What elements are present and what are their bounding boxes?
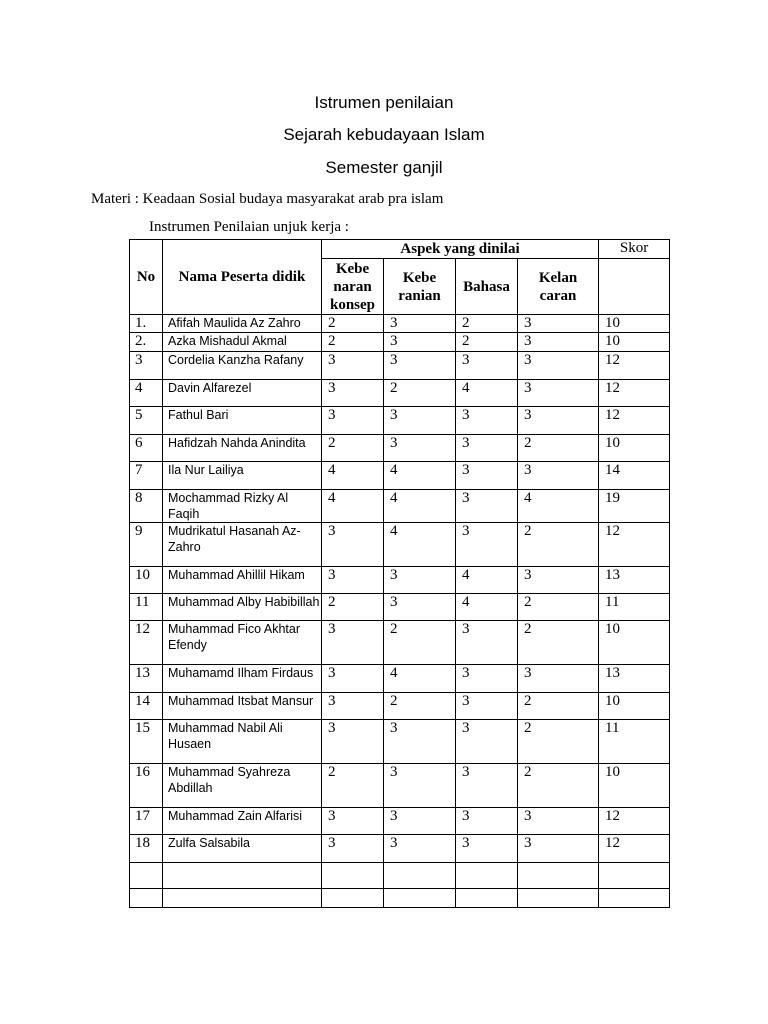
score-bahasa: 3 bbox=[456, 435, 518, 462]
table-row bbox=[130, 665, 670, 693]
score-kebenaran-konsep bbox=[322, 863, 384, 889]
student-name: Cordelia Kanzha Rafany bbox=[163, 352, 322, 380]
row-number bbox=[130, 889, 163, 908]
score-keberanian: 3 bbox=[384, 764, 456, 808]
column-header-aspect bbox=[456, 259, 518, 315]
score-kelancaran: 3 bbox=[518, 407, 599, 435]
score-bahasa: 3 bbox=[456, 523, 518, 567]
score-kelancaran: 3 bbox=[518, 352, 599, 380]
student-name: Muhammad Zain Alfarisi bbox=[163, 808, 322, 835]
score-kebenaran-konsep: 3 bbox=[322, 407, 384, 435]
table-row bbox=[130, 863, 670, 889]
student-name: Afifah Maulida Az Zahro bbox=[163, 315, 322, 333]
score-bahasa: 2 bbox=[456, 315, 518, 333]
score-bahasa: 4 bbox=[456, 380, 518, 407]
score-keberanian: 3 bbox=[384, 407, 456, 435]
score-bahasa: 3 bbox=[456, 665, 518, 693]
score-kelancaran: 3 bbox=[518, 808, 599, 835]
score-keberanian: 4 bbox=[384, 462, 456, 490]
row-number: 14 bbox=[130, 693, 163, 720]
table-row bbox=[130, 808, 670, 835]
score-kelancaran: 3 bbox=[518, 835, 599, 863]
table-row bbox=[130, 764, 670, 808]
score-kebenaran-konsep bbox=[322, 889, 384, 908]
table-row bbox=[130, 594, 670, 621]
table-row bbox=[130, 333, 670, 352]
student-name: Mochammad Rizky Al Faqih bbox=[163, 490, 322, 523]
table-row bbox=[130, 567, 670, 594]
score-kelancaran: 2 bbox=[518, 720, 599, 764]
score-keberanian: 4 bbox=[384, 523, 456, 567]
row-number: 15 bbox=[130, 720, 163, 764]
score-kebenaran-konsep: 3 bbox=[322, 621, 384, 665]
document-title: Istrumen penilaian bbox=[314, 93, 454, 112]
table-row bbox=[130, 889, 670, 908]
score-total: 12 bbox=[599, 380, 670, 407]
header-line: Kebe bbox=[335, 260, 370, 277]
score-bahasa: 3 bbox=[456, 490, 518, 523]
score-total: 10 bbox=[599, 315, 670, 333]
score-kelancaran: 3 bbox=[518, 567, 599, 594]
score-keberanian: 3 bbox=[384, 435, 456, 462]
score-bahasa: 3 bbox=[456, 352, 518, 380]
student-name: Ila Nur Lailiya bbox=[163, 462, 322, 490]
row-number: 3 bbox=[130, 352, 163, 380]
score-kebenaran-konsep: 4 bbox=[322, 490, 384, 523]
materi-line: Materi : Keadaan Sosial budaya masyarakat arab pra islam bbox=[91, 191, 444, 207]
table-row bbox=[130, 315, 670, 333]
student-name: Muhammad Alby Habibillah bbox=[163, 594, 322, 621]
score-total: 12 bbox=[599, 835, 670, 863]
score-kelancaran: 3 bbox=[518, 315, 599, 333]
score-bahasa bbox=[456, 889, 518, 908]
score-total bbox=[599, 863, 670, 889]
score-keberanian: 3 bbox=[384, 333, 456, 352]
score-bahasa: 3 bbox=[456, 835, 518, 863]
table-row bbox=[130, 380, 670, 407]
document-subject: Sejarah kebudayaan Islam bbox=[283, 125, 485, 144]
score-kelancaran: 3 bbox=[518, 380, 599, 407]
student-name: Muhammad Ahillil Hikam bbox=[163, 567, 322, 594]
table-row bbox=[130, 490, 670, 523]
table-row bbox=[130, 435, 670, 462]
header-line: ranian bbox=[398, 287, 441, 304]
score-bahasa: 2 bbox=[456, 333, 518, 352]
score-kebenaran-konsep: 3 bbox=[322, 720, 384, 764]
score-total: 14 bbox=[599, 462, 670, 490]
student-name: Fathul Bari bbox=[163, 407, 322, 435]
row-number: 18 bbox=[130, 835, 163, 863]
score-keberanian bbox=[384, 863, 456, 889]
student-name: Muhammad Itsbat Mansur bbox=[163, 693, 322, 720]
header-line: naran bbox=[333, 278, 372, 295]
score-keberanian bbox=[384, 889, 456, 908]
score-keberanian: 3 bbox=[384, 352, 456, 380]
score-total: 10 bbox=[599, 693, 670, 720]
column-header-aspect bbox=[384, 259, 456, 315]
row-number: 12 bbox=[130, 621, 163, 665]
score-keberanian: 2 bbox=[384, 621, 456, 665]
table-row bbox=[130, 693, 670, 720]
score-kelancaran bbox=[518, 863, 599, 889]
score-total: 10 bbox=[599, 333, 670, 352]
score-total: 10 bbox=[599, 621, 670, 665]
table-body bbox=[130, 315, 670, 908]
score-bahasa: 3 bbox=[456, 808, 518, 835]
score-total: 11 bbox=[599, 720, 670, 764]
score-kelancaran: 2 bbox=[518, 594, 599, 621]
row-number: 5 bbox=[130, 407, 163, 435]
student-name: Davin Alfarezel bbox=[163, 380, 322, 407]
score-keberanian: 3 bbox=[384, 835, 456, 863]
score-total: 12 bbox=[599, 352, 670, 380]
column-header-skor: Skor bbox=[599, 240, 670, 259]
student-name bbox=[163, 863, 322, 889]
student-name: Muhammad Nabil Ali Husaen bbox=[163, 720, 322, 764]
score-kebenaran-konsep: 4 bbox=[322, 462, 384, 490]
score-kelancaran: 2 bbox=[518, 621, 599, 665]
score-keberanian: 3 bbox=[384, 567, 456, 594]
table-row bbox=[130, 621, 670, 665]
score-kebenaran-konsep: 3 bbox=[322, 808, 384, 835]
table-row bbox=[130, 352, 670, 380]
score-bahasa: 3 bbox=[456, 462, 518, 490]
score-bahasa bbox=[456, 863, 518, 889]
row-number bbox=[130, 863, 163, 889]
row-number: 17 bbox=[130, 808, 163, 835]
score-kebenaran-konsep: 3 bbox=[322, 693, 384, 720]
score-kebenaran-konsep: 2 bbox=[322, 333, 384, 352]
header-line: konsep bbox=[329, 296, 376, 313]
score-total: 12 bbox=[599, 808, 670, 835]
score-kelancaran bbox=[518, 889, 599, 908]
score-kebenaran-konsep: 3 bbox=[322, 567, 384, 594]
row-number: 8 bbox=[130, 490, 163, 523]
score-kelancaran: 4 bbox=[518, 490, 599, 523]
score-bahasa: 3 bbox=[456, 720, 518, 764]
score-total bbox=[599, 889, 670, 908]
score-bahasa: 3 bbox=[456, 407, 518, 435]
score-kebenaran-konsep: 3 bbox=[322, 523, 384, 567]
score-kebenaran-konsep: 3 bbox=[322, 380, 384, 407]
skor-header-blank bbox=[599, 259, 670, 315]
score-keberanian: 3 bbox=[384, 720, 456, 764]
score-total: 11 bbox=[599, 594, 670, 621]
table-row bbox=[130, 835, 670, 863]
score-total: 19 bbox=[599, 490, 670, 523]
score-bahasa: 4 bbox=[456, 594, 518, 621]
header-line: Bahasa bbox=[463, 278, 510, 295]
score-kebenaran-konsep: 3 bbox=[322, 835, 384, 863]
score-kelancaran: 2 bbox=[518, 764, 599, 808]
aspect-group-header: Aspek yang dinilai bbox=[322, 240, 599, 259]
score-total: 13 bbox=[599, 665, 670, 693]
score-kelancaran: 3 bbox=[518, 333, 599, 352]
score-total: 10 bbox=[599, 435, 670, 462]
document-semester: Semester ganjil bbox=[325, 158, 443, 177]
header-line: caran bbox=[539, 287, 577, 304]
student-name: Zulfa Salsabila bbox=[163, 835, 322, 863]
score-total: 13 bbox=[599, 567, 670, 594]
table-row bbox=[130, 407, 670, 435]
column-header-aspect bbox=[518, 259, 599, 315]
score-bahasa: 3 bbox=[456, 764, 518, 808]
score-keberanian: 4 bbox=[384, 490, 456, 523]
score-kelancaran: 2 bbox=[518, 523, 599, 567]
student-name: Muhammad Syahreza Abdillah bbox=[163, 764, 322, 808]
row-number: 11 bbox=[130, 594, 163, 621]
score-kelancaran: 2 bbox=[518, 693, 599, 720]
score-kebenaran-konsep: 2 bbox=[322, 435, 384, 462]
header-line: Kebe bbox=[402, 269, 437, 286]
score-keberanian: 2 bbox=[384, 693, 456, 720]
table-row bbox=[130, 720, 670, 764]
score-keberanian: 3 bbox=[384, 315, 456, 333]
score-kebenaran-konsep: 2 bbox=[322, 594, 384, 621]
student-name: Hafidzah Nahda Anindita bbox=[163, 435, 322, 462]
score-keberanian: 3 bbox=[384, 594, 456, 621]
score-kebenaran-konsep: 3 bbox=[322, 665, 384, 693]
score-kebenaran-konsep: 2 bbox=[322, 315, 384, 333]
student-name: Muhamamd Ilham Firdaus bbox=[163, 665, 322, 693]
row-number: 4 bbox=[130, 380, 163, 407]
column-header-no: No bbox=[130, 240, 163, 315]
score-keberanian: 4 bbox=[384, 665, 456, 693]
score-total: 12 bbox=[599, 407, 670, 435]
score-total: 12 bbox=[599, 523, 670, 567]
score-kebenaran-konsep: 2 bbox=[322, 764, 384, 808]
score-kelancaran: 2 bbox=[518, 435, 599, 462]
student-name: Mudrikatul Hasanah Az-Zahro bbox=[163, 523, 322, 567]
table-row bbox=[130, 462, 670, 490]
assessment-table bbox=[129, 239, 670, 908]
instrument-subheading: Instrumen Penilaian unjuk kerja : bbox=[149, 219, 349, 235]
score-kelancaran: 3 bbox=[518, 665, 599, 693]
row-number: 1. bbox=[130, 315, 163, 333]
row-number: 16 bbox=[130, 764, 163, 808]
row-number: 9 bbox=[130, 523, 163, 567]
row-number: 6 bbox=[130, 435, 163, 462]
column-header-name: Nama Peserta didik bbox=[163, 240, 322, 315]
score-keberanian: 3 bbox=[384, 808, 456, 835]
score-bahasa: 3 bbox=[456, 621, 518, 665]
score-keberanian: 2 bbox=[384, 380, 456, 407]
score-total: 10 bbox=[599, 764, 670, 808]
row-number: 10 bbox=[130, 567, 163, 594]
student-name: Azka Mishadul Akmal bbox=[163, 333, 322, 352]
student-name: Muhammad Fico Akhtar Efendy bbox=[163, 621, 322, 665]
score-kebenaran-konsep: 3 bbox=[322, 352, 384, 380]
score-bahasa: 3 bbox=[456, 693, 518, 720]
header-line: Kelan bbox=[538, 269, 578, 286]
column-header-aspect bbox=[322, 259, 384, 315]
score-bahasa: 4 bbox=[456, 567, 518, 594]
score-kelancaran: 3 bbox=[518, 462, 599, 490]
student-name bbox=[163, 889, 322, 908]
row-number: 2. bbox=[130, 333, 163, 352]
row-number: 7 bbox=[130, 462, 163, 490]
table-row bbox=[130, 523, 670, 567]
row-number: 13 bbox=[130, 665, 163, 693]
